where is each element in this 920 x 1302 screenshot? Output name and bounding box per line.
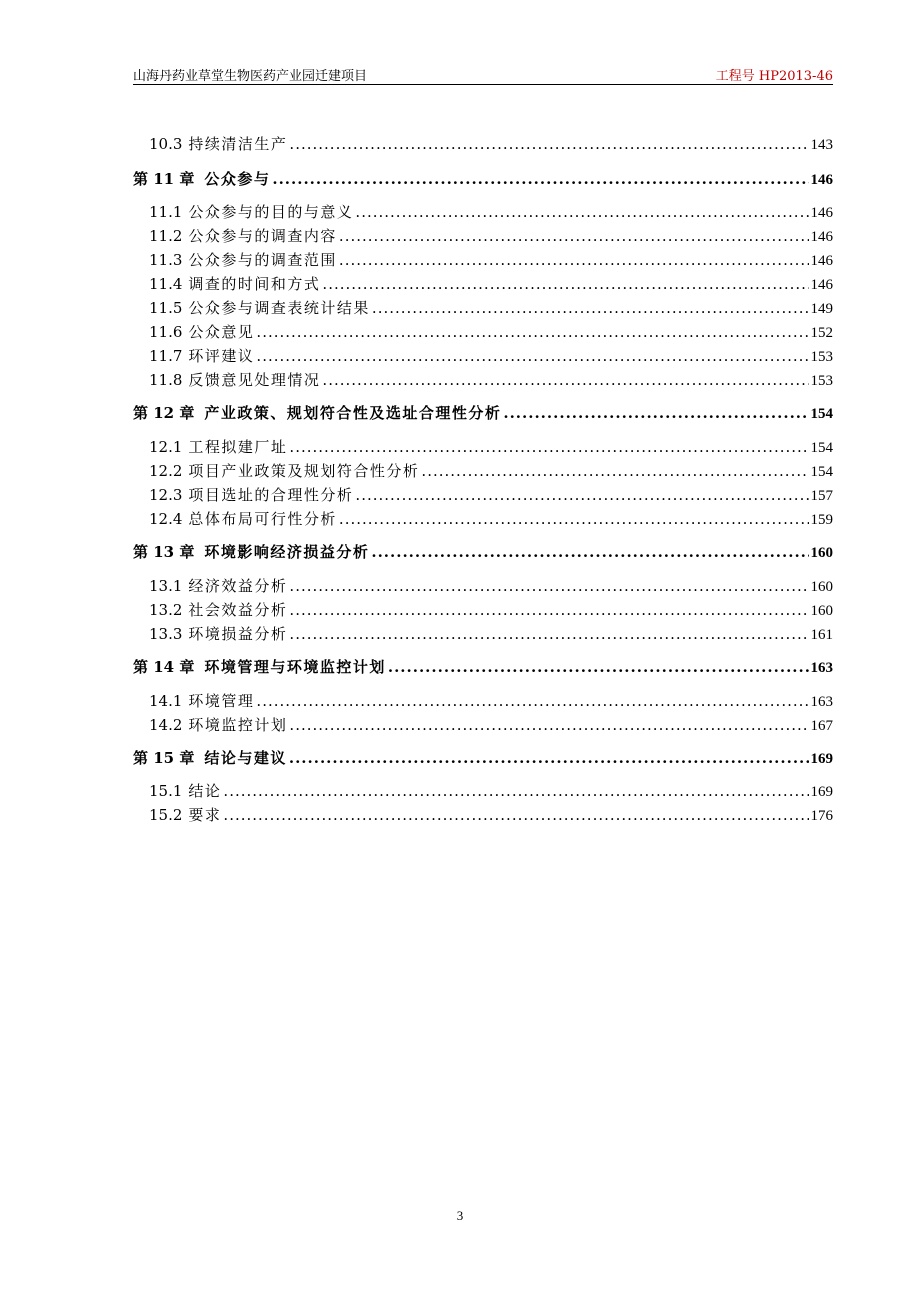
toc-page: 157 [810,488,833,504]
toc-leader [339,510,809,528]
toc-page: 146 [810,172,833,188]
toc-entry-11-3[interactable] [149,249,833,270]
toc-number: 11.3 [149,251,183,269]
toc-number: 15.2 [149,806,183,824]
toc-page: 160 [810,603,833,619]
toc-title: 环境管理 [188,692,255,710]
toc-leader [256,347,808,365]
toc-entry-10-3[interactable] [149,133,833,154]
toc-number: 11.8 [149,371,183,389]
toc-chapter-15[interactable] [133,747,833,768]
toc-title: 产业政策、规划符合性及选址合理性分析 [204,404,502,422]
toc-title: 反馈意见处理情况 [188,371,321,389]
toc-title: 环评建议 [188,347,255,365]
project-number: 工程号 HP2013-46 [715,69,833,84]
toc-number: 14.2 [149,716,183,734]
toc-page: 176 [810,808,833,824]
toc-number: 第 14 章 [133,658,195,676]
toc-entry-11-1[interactable] [149,201,833,222]
toc-page: 167 [810,718,833,734]
toc-title: 公众意见 [188,323,255,341]
toc-leader [289,749,809,767]
toc-page: 154 [810,464,833,480]
toc-number: 第 13 章 [133,543,195,561]
toc-page: 161 [810,627,833,643]
toc-title: 经济效益分析 [188,577,288,595]
toc-title: 持续清洁生产 [188,135,288,153]
toc-page: 160 [810,579,833,595]
toc-leader [355,486,808,504]
toc-leader [503,404,808,422]
toc-leader [322,371,808,389]
toc-page: 163 [810,694,833,710]
toc-page: 143 [810,137,833,153]
toc-entry-12-3[interactable] [149,484,833,505]
project-title: 山海丹药业草堂生物医药产业园迁建项目 [133,69,368,84]
toc-leader [371,543,808,561]
toc-number: 11.7 [149,347,183,365]
toc-title: 结论与建议 [204,749,287,767]
toc-title: 项目产业政策及规划符合性分析 [188,462,420,480]
toc-leader [223,806,808,824]
toc-number: 10.3 [149,135,183,153]
toc-title: 环境损益分析 [188,625,288,643]
toc-entry-14-1[interactable] [149,690,833,711]
toc-page: 146 [810,277,833,293]
toc-title: 调查的时间和方式 [188,275,321,293]
toc-entry-14-2[interactable] [149,714,833,735]
toc-leader [421,462,808,480]
toc-number: 第 11 章 [133,170,195,188]
toc-entry-11-8[interactable] [149,369,833,390]
toc-entry-13-1[interactable] [149,575,833,596]
toc-number: 13.1 [149,577,183,595]
toc-page: 146 [810,229,833,245]
toc-title: 公众参与的调查内容 [188,227,337,245]
toc-title: 公众参与的目的与意义 [188,203,354,221]
toc-page: 154 [810,406,833,422]
toc-leader [289,135,808,153]
toc-page: 152 [810,325,833,341]
toc-leader [339,251,809,269]
toc-chapter-12[interactable] [133,402,833,423]
toc-title: 项目选址的合理性分析 [188,486,354,504]
toc-number: 12.3 [149,486,183,504]
toc-entry-11-7[interactable] [149,345,833,366]
toc-entry-13-3[interactable] [149,623,833,644]
toc-title: 工程拟建厂址 [188,438,288,456]
toc-leader [289,625,808,643]
toc-leader [289,601,808,619]
toc-leader [322,275,808,293]
toc-chapter-13[interactable] [133,541,833,562]
toc-chapter-14[interactable] [133,656,833,677]
toc-leader [256,692,808,710]
toc-page: 153 [810,373,833,389]
toc-leader [388,658,809,676]
toc-entry-11-6[interactable] [149,321,833,342]
toc-page: 169 [810,784,833,800]
toc-entry-12-1[interactable] [149,436,833,457]
toc-title: 公众参与调查表统计结果 [188,299,370,317]
toc-title: 结论 [188,782,222,800]
toc-entry-11-2[interactable] [149,225,833,246]
toc-entry-15-2[interactable] [149,804,833,825]
toc-number: 第 15 章 [133,749,195,767]
toc-leader [256,323,808,341]
toc-page: 169 [810,751,833,767]
toc-entry-11-4[interactable] [149,273,833,294]
toc-number: 第 12 章 [133,404,195,422]
toc-page: 159 [810,512,833,528]
toc-chapter-11[interactable] [133,168,833,189]
toc-entry-12-4[interactable] [149,508,833,529]
toc-leader [372,299,809,317]
toc-page: 146 [810,253,833,269]
toc-number: 11.4 [149,275,183,293]
toc-page: 149 [810,301,833,317]
toc-title: 公众参与的调查范围 [188,251,337,269]
toc-number: 11.6 [149,323,183,341]
toc-number: 13.2 [149,601,183,619]
toc-leader [289,438,808,456]
toc-leader [272,170,808,188]
toc-number: 11.2 [149,227,183,245]
toc-number: 11.5 [149,299,183,317]
toc-number: 12.1 [149,438,183,456]
toc-title: 总体布局可行性分析 [188,510,337,528]
toc-page: 146 [810,205,833,221]
toc-page: 160 [810,545,833,561]
toc-leader [289,577,808,595]
toc-number: 15.1 [149,782,183,800]
toc-number: 12.2 [149,462,183,480]
toc-entry-15-1[interactable] [149,780,833,801]
toc-title: 要求 [188,806,222,824]
toc-number: 14.1 [149,692,183,710]
page-number: 3 [456,1208,464,1223]
toc-entry-13-2[interactable] [149,599,833,620]
toc-leader [223,782,808,800]
toc-entry-11-5[interactable] [149,297,833,318]
toc-number: 13.3 [149,625,183,643]
toc-number: 11.1 [149,203,183,221]
toc-leader [339,227,809,245]
toc-page: 154 [810,440,833,456]
toc-number: 12.4 [149,510,183,528]
toc-page: 163 [810,660,833,676]
toc-leader [289,716,808,734]
page-header [133,62,833,85]
toc-title: 公众参与 [204,170,271,188]
toc-title: 环境影响经济损益分析 [204,543,370,561]
toc-title: 环境监控计划 [188,716,288,734]
toc-page: 153 [810,349,833,365]
toc-title: 环境管理与环境监控计划 [204,658,386,676]
toc-title: 社会效益分析 [188,601,288,619]
toc-entry-12-2[interactable] [149,460,833,481]
toc-leader [355,203,808,221]
